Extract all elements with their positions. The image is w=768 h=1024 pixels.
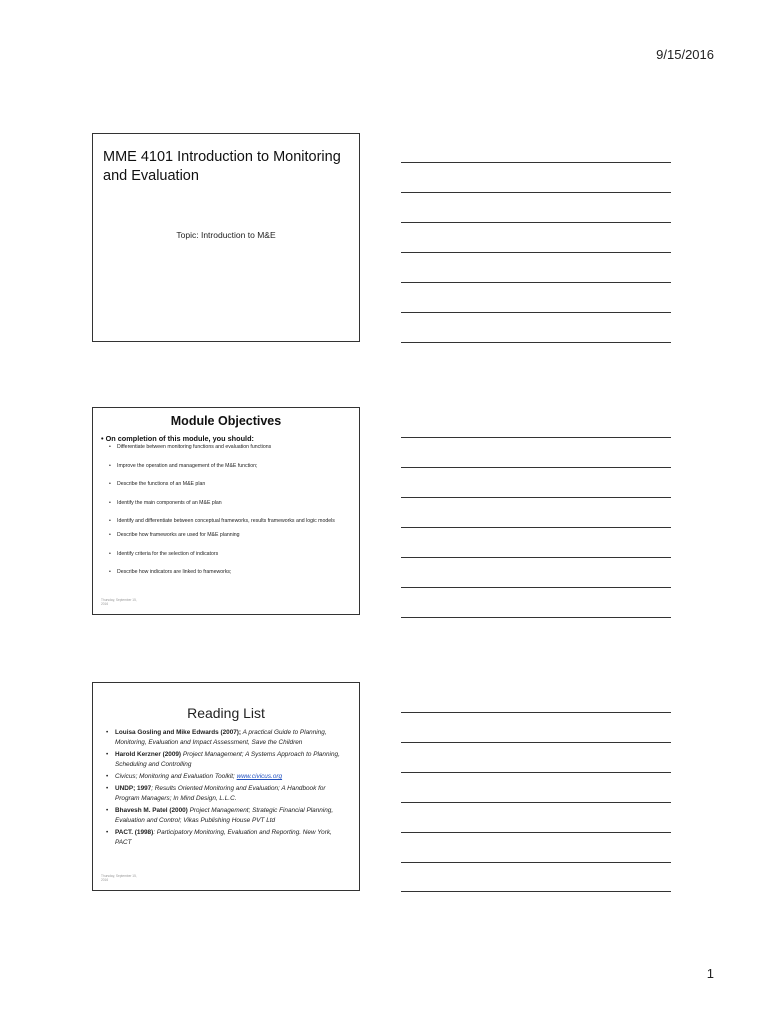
note-line (401, 497, 671, 498)
objectives-list (107, 444, 351, 588)
slide-3-title: Reading List (187, 705, 265, 721)
ref-details: : Participatory Monitoring, Evaluation and Reporting. New York, PACT (115, 829, 332, 846)
list-item: • Identify the main components of an M&E plan (107, 500, 351, 506)
ref-author: PACT. (1998) (115, 829, 154, 837)
reading-list (105, 728, 349, 850)
note-line (401, 312, 671, 313)
note-line (401, 282, 671, 283)
objectives-lead-text: On completion of this module, you should: (105, 434, 254, 443)
ref-details: ; Results Oriented Monitoring and Evaluation; A Handbook for Program Managers; In Mind Design, L.L.C. (115, 785, 326, 802)
note-line (401, 587, 671, 588)
civicus-link[interactable]: www.civicus.org (236, 772, 283, 780)
note-line (401, 437, 671, 438)
footnote-line: Thursday, September 15, (101, 874, 137, 878)
page-number: 1 (706, 966, 714, 981)
ref-author: Louisa Gosling and Mike Edwards (2007); (115, 729, 242, 736)
slide-1-title: MME 4101 Introduction to Monitoring and Evaluation (103, 149, 341, 184)
note-line (401, 192, 671, 193)
slide-3-thumbnail (92, 682, 360, 891)
list-item: • Describe how indicators are linked to frameworks; (107, 569, 351, 575)
note-line (401, 252, 671, 253)
slide-3-footnote (101, 874, 137, 882)
list-item (105, 828, 349, 847)
list-item (105, 750, 349, 769)
list-item: • Differentiate between monitoring functions and evaluation functions (107, 444, 351, 450)
note-line (401, 742, 671, 743)
note-line (401, 802, 671, 803)
list-item (105, 806, 349, 825)
list-item: • Improve the operation and management of the M&E function; (107, 463, 351, 469)
note-line (401, 712, 671, 713)
list-item: • Identify and differentiate between conceptual frameworks, results frameworks and logic models (107, 518, 351, 524)
header-date: 9/15/2016 (656, 47, 714, 62)
footnote-line: 2016 (101, 878, 109, 882)
ref-author: UNDP; 1997 (115, 785, 152, 793)
ref-details: Project Management; Strategic Financial Planning, Evaluation and Control; Vikas Publishing House PVT Ltd (115, 807, 334, 824)
ref-details: A practical Guide to Planning, Monitoring, Evaluation and Impact Assessment, Save the Children (115, 729, 327, 746)
topic-label: Topic: (176, 230, 199, 240)
note-line (401, 467, 671, 468)
ref-author: Harold Kerzner (2009) (115, 750, 182, 758)
slide-2-thumbnail (92, 407, 360, 615)
note-line (401, 527, 671, 528)
slide-1-thumbnail (92, 133, 360, 342)
note-line (401, 342, 671, 343)
objectives-lead: • On completion of this module, you should: (101, 434, 254, 443)
ref-author: Bhavesh M. Patel (2000) (115, 807, 188, 815)
list-item (105, 772, 349, 782)
slide-1-topic (93, 230, 359, 240)
note-line (401, 891, 671, 892)
note-line (401, 222, 671, 223)
note-line (401, 557, 671, 558)
slide-2-footnote (101, 598, 137, 606)
footnote-line: 2016 (101, 602, 109, 606)
list-item: • Describe how frameworks are used for M&E planning (107, 532, 351, 538)
note-line (401, 832, 671, 833)
footnote-line: Thursday, September 15, (101, 598, 137, 602)
note-line (401, 772, 671, 773)
note-line (401, 162, 671, 163)
ref-details: Project Management; A Systems Approach to Planning, Scheduling and Controlling (115, 750, 340, 768)
note-line (401, 862, 671, 863)
list-item: • Describe the functions of an M&E plan (107, 481, 351, 487)
ref-details: Civicus; Monitoring and Evaluation Toolkit; (115, 772, 237, 780)
slide-2-title: Module Objectives (170, 414, 282, 428)
list-item (105, 728, 349, 747)
topic-value: Introduction to M&E (200, 230, 276, 240)
list-item: • Identify criteria for the selection of indicators (107, 551, 351, 557)
note-line (401, 617, 671, 618)
list-item (105, 784, 349, 803)
